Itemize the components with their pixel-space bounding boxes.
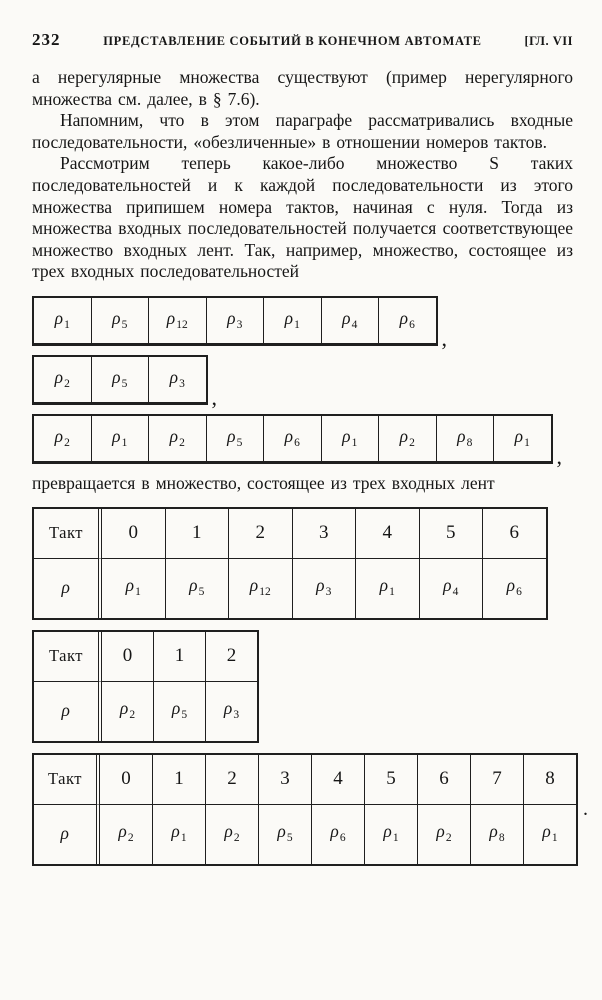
tape-value-row [34, 804, 576, 864]
tact-number-cell: 7 [470, 755, 523, 804]
paragraph-continuation: а нерегулярные множества существуют (пример нерегулярного множества см. далее, в § 7.6). [32, 67, 573, 109]
rho-value-cell [153, 681, 205, 741]
paragraph-consider-set: Рассмотрим теперь какое-либо множество S таких последовательностей и к каждой последовательности из этого множества припишем номера тактов, начиная с нуля. Тогда из множества входных последовательностей получается соответствующее множество входных лент. Так, например, множество, состоящее из трех входных последовательностей [32, 153, 573, 282]
rho-value-cell [258, 804, 311, 864]
input-sequence-strip-1 [32, 296, 573, 351]
rho-subscript: 1 [551, 832, 558, 845]
input-sequence-strip-2 [32, 355, 573, 410]
rho-symbol: $\rho_1$ [342, 425, 358, 449]
rho-value-cell [355, 558, 419, 618]
rho-subscript: 5 [121, 377, 128, 390]
rho-subscript: 6 [409, 318, 415, 331]
tact-number-cell: 2 [228, 509, 292, 558]
page-header [32, 30, 573, 50]
rho-value-cell [98, 558, 165, 618]
strip-border-box [32, 414, 553, 464]
input-tape-table-1 [32, 507, 573, 620]
rho-subscript: 1 [64, 318, 70, 331]
rho-subscript: 1 [392, 832, 399, 845]
running-title: ПРЕДСТАВЛЕНИЕ СОБЫТИЙ В КОНЕЧНОМ АВТОМАТЕ [103, 34, 482, 48]
strip-border-box [32, 296, 438, 346]
input-tape-table-2 [32, 630, 573, 743]
rho-subscript: 6 [294, 436, 300, 449]
rho-subscript: 5 [121, 318, 128, 331]
sequence-cell [436, 416, 494, 461]
tact-number-cell: 0 [98, 509, 165, 558]
tact-number-cell: 0 [98, 632, 153, 681]
rho-value-cell [470, 804, 523, 864]
rho-symbol: $\rho_1$ [171, 821, 187, 845]
tact-number-cell: 1 [152, 755, 205, 804]
sequence-cell [321, 416, 379, 461]
tact-number-cell: 3 [292, 509, 356, 558]
rho-subscript: 4 [452, 586, 459, 599]
tact-number-cell: 0 [96, 755, 152, 804]
rho-value-cell [419, 558, 483, 618]
input-tape-tables [32, 507, 588, 866]
tape-border-box [32, 507, 548, 620]
rho-symbol: $\rho_4$ [342, 307, 358, 331]
rho-subscript: 1 [121, 436, 128, 449]
tact-label-cell: Такт [48, 646, 83, 666]
rho-subscript: 2 [179, 436, 185, 449]
rho-symbol: $\rho_8$ [489, 821, 505, 845]
rho-subscript: 3 [236, 318, 243, 331]
rho-value-cell [417, 804, 470, 864]
tact-number-cell: 3 [258, 755, 311, 804]
rho-value-cell [165, 558, 229, 618]
rho-value-cell [292, 558, 356, 618]
sequence-cell [263, 416, 321, 461]
rho-value-cell [152, 804, 205, 864]
tact-number-cell: 8 [523, 755, 576, 804]
rho-symbol: $\rho_5$ [189, 575, 205, 599]
rho-subscript: 2 [409, 436, 415, 449]
tape-value-row [34, 681, 257, 741]
sequence-cell [378, 416, 436, 461]
rho-symbol: ρ [61, 700, 71, 721]
sequence-cell [148, 416, 206, 461]
rho-subscript: 1 [294, 318, 300, 331]
sequence-cell [34, 298, 91, 343]
rho-subscript: 5 [181, 709, 188, 722]
tact-number-cell: 4 [355, 509, 419, 558]
rho-subscript: 5 [286, 832, 293, 845]
rho-symbol: $\rho_{12}$ [166, 307, 188, 331]
rho-subscript: 2 [64, 377, 70, 390]
rho-symbol: $\rho_1$ [383, 821, 399, 845]
rho-symbol: ρ [61, 577, 71, 598]
tape-border-box [32, 753, 578, 866]
tact-label-cell: Такт [47, 769, 82, 789]
rho-subscript: 5 [198, 586, 205, 599]
rho-subscript: 6 [339, 832, 346, 845]
rho-symbol: $\rho_5$ [112, 307, 128, 331]
sequence-cell [206, 416, 264, 461]
tape-border-box [32, 630, 259, 743]
rho-subscript: 8 [498, 832, 505, 845]
rho-value-cell [205, 804, 258, 864]
rho-symbol: $\rho_2$ [54, 366, 70, 390]
rho-symbol: $\rho_6$ [399, 307, 415, 331]
rho-symbol: $\rho_3$ [169, 366, 185, 390]
rho-symbol: $\rho_5$ [277, 821, 293, 845]
rho-subscript: 12 [259, 586, 271, 599]
punctuation-after-table: . [583, 798, 588, 821]
rho-symbol: $\rho_1$ [514, 425, 530, 449]
tact-label-cell: Такт [48, 523, 83, 543]
input-sequence-strips [32, 296, 573, 469]
rho-symbol: $\rho_2$ [169, 425, 185, 449]
rho-symbol: $\rho_2$ [399, 425, 415, 449]
rho-symbol: $\rho_2$ [119, 698, 136, 722]
rho-symbol: $\rho_2$ [118, 821, 134, 845]
rho-value-cell [98, 681, 153, 741]
page-number: 232 [32, 30, 61, 49]
rho-symbol: $\rho_1$ [54, 307, 70, 331]
sequence-cell [91, 416, 149, 461]
rho-subscript: 2 [64, 436, 70, 449]
rho-subscript: 2 [129, 709, 136, 722]
rho-subscript: 2 [233, 832, 240, 845]
rho-symbol: $\rho_3$ [316, 575, 332, 599]
sequence-cell [148, 357, 206, 402]
rho-symbol: $\rho_5$ [171, 698, 188, 722]
rho-symbol: $\rho_1$ [284, 307, 300, 331]
rho-subscript: 2 [445, 832, 452, 845]
rho-subscript: 3 [325, 586, 332, 599]
sequence-cell [34, 416, 91, 461]
rho-value-cell [205, 681, 257, 741]
tact-number-cell: 1 [165, 509, 229, 558]
rho-value-cell [96, 804, 152, 864]
punctuation-after-strip: , [211, 384, 217, 410]
rho-symbol: $\rho_1$ [112, 425, 128, 449]
rho-value-cell [364, 804, 417, 864]
tact-number-cell: 6 [482, 509, 546, 558]
tact-number-cell: 2 [205, 632, 257, 681]
rho-subscript: 2 [127, 832, 134, 845]
paragraph-reminder: Напомним, что в этом параграфе рассматривались входные последовательности, «обезличенные» в отношении номеров тактов. [32, 110, 573, 152]
rho-row-label-cell [34, 681, 98, 741]
paragraph-turns-into-tapes: превращается в множество, состоящее из трех входных лент [32, 472, 495, 493]
rho-value-cell [228, 558, 292, 618]
sequence-cell [148, 298, 206, 343]
rho-symbol: $\rho_8$ [457, 425, 473, 449]
rho-symbol: ρ [60, 823, 70, 844]
rho-symbol: $\rho_3$ [223, 698, 240, 722]
rho-symbol: $\rho_6$ [330, 821, 346, 845]
rho-subscript: 12 [176, 318, 188, 331]
rho-symbol: $\rho_5$ [112, 366, 128, 390]
tact-number-cell: 1 [153, 632, 205, 681]
rho-symbol: $\rho_2$ [224, 821, 240, 845]
rho-symbol: $\rho_5$ [227, 425, 243, 449]
rho-subscript: 5 [236, 436, 243, 449]
rho-symbol: $\rho_1$ [542, 821, 558, 845]
rho-subscript: 3 [233, 709, 240, 722]
rho-subscript: 4 [351, 318, 358, 331]
sequence-cell [493, 416, 551, 461]
sequence-cell [34, 357, 91, 402]
tact-number-cell: 4 [311, 755, 364, 804]
sequence-cell [263, 298, 321, 343]
rho-value-cell [482, 558, 546, 618]
tape-value-row [34, 558, 546, 618]
rho-row-label-cell [34, 804, 96, 864]
input-tape-table-3 [32, 753, 588, 866]
rho-symbol: $\rho_4$ [443, 575, 459, 599]
sequence-cell [91, 357, 149, 402]
rho-subscript: 8 [466, 436, 473, 449]
input-sequence-strip-3 [32, 414, 573, 469]
rho-row-label-cell [34, 558, 98, 618]
sequence-cell [378, 298, 436, 343]
rho-subscript: 1 [351, 436, 358, 449]
sequence-cell [321, 298, 379, 343]
tape-header-row [34, 509, 546, 558]
rho-subscript: 1 [135, 586, 141, 599]
rho-symbol: $\rho_6$ [284, 425, 300, 449]
rho-symbol: $\rho_1$ [379, 575, 395, 599]
rho-value-cell [311, 804, 364, 864]
sequence-cell [91, 298, 149, 343]
rho-symbol: $\rho_6$ [506, 575, 522, 599]
rho-symbol: $\rho_{12}$ [249, 575, 271, 599]
rho-subscript: 3 [179, 377, 185, 390]
rho-subscript: 1 [180, 832, 187, 845]
tact-number-cell: 5 [364, 755, 417, 804]
tact-number-cell: 2 [205, 755, 258, 804]
punctuation-after-strip: , [556, 443, 562, 469]
rho-symbol: $\rho_3$ [227, 307, 243, 331]
tape-header-row [34, 755, 576, 804]
rho-symbol: $\rho_2$ [54, 425, 70, 449]
tact-number-cell: 6 [417, 755, 470, 804]
rho-symbol: $\rho_2$ [436, 821, 452, 845]
rho-symbol: $\rho_1$ [125, 575, 141, 599]
sequence-cell [206, 298, 264, 343]
strip-border-box [32, 355, 208, 405]
rho-subscript: 1 [389, 586, 395, 599]
rho-value-cell [523, 804, 576, 864]
rho-subscript: 1 [524, 436, 530, 449]
chapter-reference: [ГЛ. VII [524, 34, 573, 48]
punctuation-after-strip: , [441, 325, 447, 351]
tact-number-cell: 5 [419, 509, 483, 558]
rho-subscript: 6 [516, 586, 522, 599]
tape-header-row [34, 632, 257, 681]
